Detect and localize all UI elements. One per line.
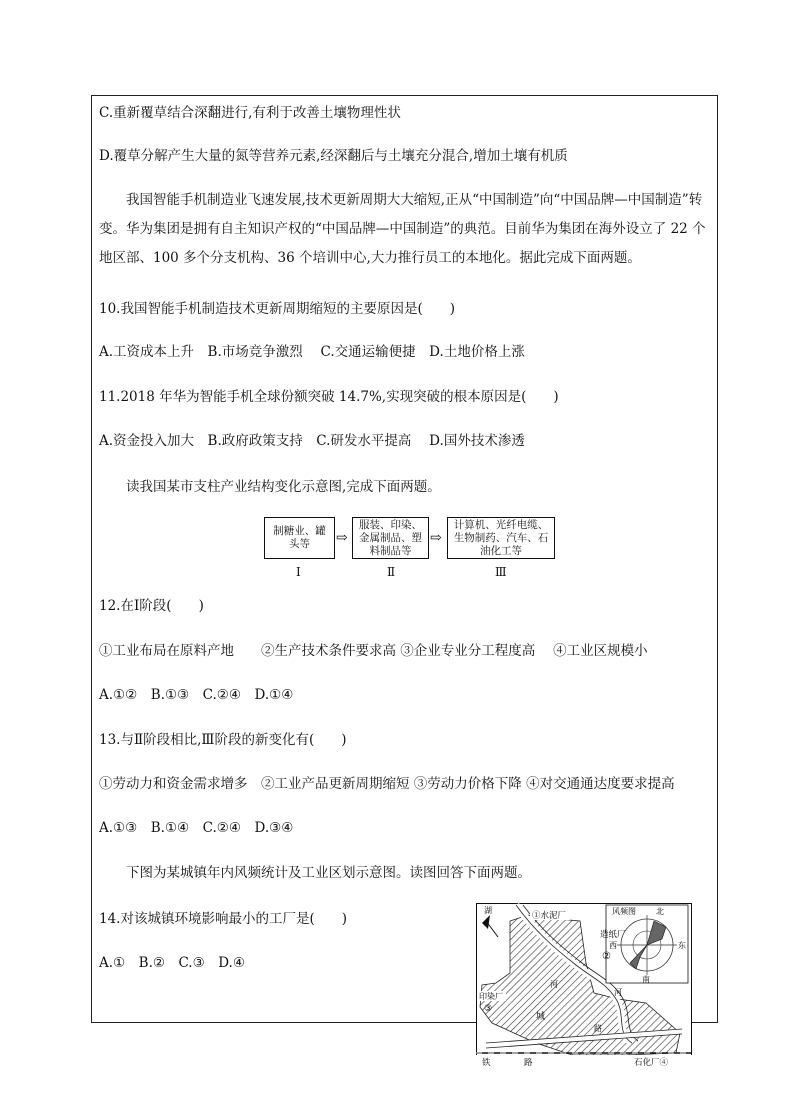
south-label: 南 — [642, 975, 650, 984]
petro-factory-label: 石化厂④ — [634, 1058, 669, 1068]
question-10: 10.我国智能手机制造技术更新周期缩短的主要原因是( ) — [99, 301, 456, 317]
question-11: 11.2018 年华为智能手机全球份额突破 14.7%,实现突破的根本原因是( ) — [99, 389, 559, 405]
arrow-2-icon: ⇨ — [430, 530, 442, 546]
question-11-options: A.资金投入加大 B.政府政策支持 C.研发水平提高 D.国外技术渗透 — [99, 433, 525, 449]
question-14: 14.对该城镇环境影响最小的工厂是( ) — [99, 911, 348, 927]
dye-factory-label: 印染厂 — [479, 992, 503, 1001]
north-label: 北 — [656, 907, 664, 916]
question-13-items: ①劳动力和资金需求增多 ②工业产品更新周期缩短 ③劳动力价格下降 ④对交通通达度要求提高 — [99, 776, 675, 792]
railway-label-1: 铁 — [482, 1058, 491, 1068]
west-label: 西 — [609, 941, 617, 950]
cement-factory-label: ①水泥厂 — [532, 911, 567, 921]
road-label: 路 — [594, 1024, 602, 1033]
question-13-options: A.①③ B.①④ C.②④ D.③④ — [99, 820, 294, 836]
question-12-options: A.①② B.①③ C.②④ D.①④ — [99, 687, 294, 703]
passage-industry: 读我国某市支柱产业结构变化示意图,完成下面两题。 — [126, 479, 441, 495]
question-12-items: ①工业布局在原料产地 ②生产技术条件要求高 ③企业专业分工程度高 ④工业区规模小 — [99, 643, 648, 659]
dye-factory-number: ③ — [484, 1004, 493, 1014]
stage-2-box: 服装、印染、金属制品、塑料制品等 — [352, 517, 429, 559]
town-label: 城 — [536, 1012, 546, 1022]
stage-2-label: Ⅱ — [387, 565, 396, 579]
river-label-2: 河 — [614, 988, 622, 997]
question-10-options: A.工资成本上升 B.市场竞争激烈 C.交通运输便捷 D.土地价格上涨 — [99, 344, 525, 360]
town-map — [476, 903, 692, 1069]
lake-label: 湖 — [484, 906, 492, 915]
stage-3-label: Ⅲ — [495, 565, 507, 579]
question-13: 13.与Ⅱ阶段相比,Ⅲ阶段的新变化有( ) — [99, 732, 347, 748]
east-label: 东 — [678, 941, 686, 950]
question-12: 12.在Ⅰ阶段( ) — [99, 598, 204, 614]
paper-factory-number: ② — [602, 951, 611, 962]
stage-1-label: Ⅰ — [296, 565, 301, 579]
question-14-options: A.① B.② C.③ D.④ — [99, 955, 245, 971]
passage-huawei: 我国智能手机制造业飞速发展,技术更新周期大大缩短,正从“中国制造”向“中国品牌—中国制造”转变。华为集团是拥有自主知识产权的“中国品牌—中国制造”的典范。目前华为集团在海外设立了 22 个地区部、100 多个分支机构、36 个培训中心,大力推行员工的本地化。据此完成下面两题。 — [99, 192, 706, 266]
option-c: C.重新覆草结合深翻进行,有利于改善土壤物理性状 — [99, 105, 401, 121]
stage-1-box: 制糖业、罐头等 — [264, 517, 335, 559]
river-label: 河 — [550, 980, 558, 989]
paper-factory-label: 造纸厂 — [600, 930, 626, 940]
arrow-1-icon: ⇨ — [336, 530, 348, 546]
stage-3-box: 计算机、光纤电缆、生物制药、汽车、石油化工等 — [447, 517, 555, 559]
railway-label-2: 路 — [524, 1058, 533, 1068]
wind-rose-title: 风频图 — [612, 907, 636, 916]
option-d: D.覆草分解产生大量的氮等营养元素,经深翻后与土壤充分混合,增加土壤有机质 — [99, 148, 568, 164]
passage-town: 下图为某城镇年内风频统计及工业区划示意图。读图回答下面两题。 — [126, 865, 531, 881]
